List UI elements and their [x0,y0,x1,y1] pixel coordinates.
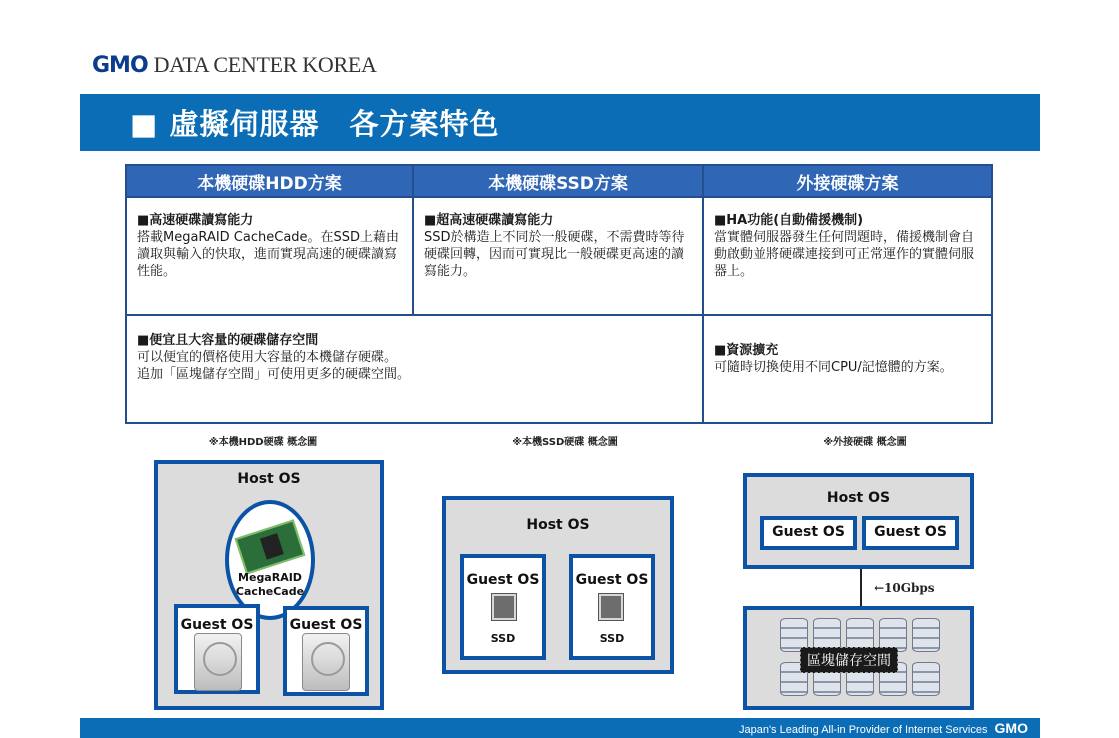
feature-table [125,164,993,424]
feature-body: 當實體伺服器發生任何問題時，備援機制會自動啟動並將硬碟連接到可正常運作的實體伺服器上。 [714,230,975,279]
ssd-guest-label-1: Guest OS [466,572,540,588]
table-header-hdd: 本機硬碟HDD方案 [126,165,413,197]
feature-title: ■資源擴充 [714,343,779,358]
table-row [126,197,992,315]
feature-body-2: 追加「區塊儲存空間」可使用更多的硬碟空間。 [137,367,411,382]
storage-disk-icon [912,662,940,696]
table-header-ssd: 本機硬碟SSD方案 [413,165,703,197]
external-diagram-caption: ※外接硬碟 概念圖 [823,437,907,448]
ssd-label-1: SSD [490,632,516,645]
feature-title: ■HA功能(自動備援機制) [714,213,864,228]
footer-text-wrap [739,720,1028,736]
feature-title: ■超高速硬碟讀寫能力 [424,213,554,228]
hdd-guest-label-1: Guest OS [180,617,254,633]
company-logo [92,52,377,78]
connection-line [860,569,862,607]
table-header-row [126,165,992,197]
ssd-diagram-caption: ※本機SSD硬碟 概念圖 [512,437,618,448]
feature-body: SSD於構造上不同於一般硬碟，不需費時等待硬碟回轉，因而可實現比一般硬碟更高速的讀寫能力。 [424,230,685,279]
table-cell [703,197,992,315]
feature-body: 可隨時切換使用不同CPU/記憶體的方案。 [714,360,953,375]
footer-tagline: Japan's Leading All-in Provider of Internet Services [738,724,988,736]
hdd-host-label: Host OS [237,471,301,487]
cachecade-label: MegaRAID CacheCade [235,571,305,598]
page-title: ■ 虛擬伺服器 各方案特色 [130,107,500,141]
feature-body: 搭載MegaRAID CacheCade。在SSD上藉由讀取與輸入的快取，進而實現高速的硬碟讀寫性能。 [137,230,400,279]
table-cell [413,197,703,315]
ssd-host-label: Host OS [526,517,590,533]
table-row [126,315,992,423]
connection-speed-label: ←10Gbps [874,581,935,595]
table-cell [126,315,703,423]
hdd-diagram-caption: ※本機HDD硬碟 概念圖 [208,437,318,448]
hdd-guest-label-2: Guest OS [289,617,363,633]
feature-title: ■高速硬碟讀寫能力 [137,213,254,228]
ssd-guest-label-2: Guest OS [575,572,649,588]
ext-guest-label-2: Guest OS [874,524,947,540]
storage-disk-icon [912,618,940,652]
feature-body: 可以便宜的價格使用大容量的本機儲存硬碟。 [137,350,398,365]
hdd-icon [194,633,242,691]
logo-subtitle: DATA CENTER KOREA [153,52,377,77]
logo-gmo: GMO [92,53,148,78]
table-cell [126,197,413,315]
table-cell [703,315,992,423]
ssd-icon [492,594,516,620]
table-header-external: 外接硬碟方案 [703,165,992,197]
ext-host-label: Host OS [826,490,891,506]
title-bar [80,94,1040,151]
hdd-icon [302,633,350,691]
block-storage-label: 區塊儲存空間 [800,647,898,673]
footer-bar [80,718,1040,738]
ssd-label-2: SSD [599,632,625,645]
ssd-icon [599,594,623,620]
footer-logo: GMO [994,720,1028,736]
feature-title: ■便宜且大容量的硬碟儲存空間 [137,333,319,348]
ext-guest-label-1: Guest OS [772,524,845,540]
